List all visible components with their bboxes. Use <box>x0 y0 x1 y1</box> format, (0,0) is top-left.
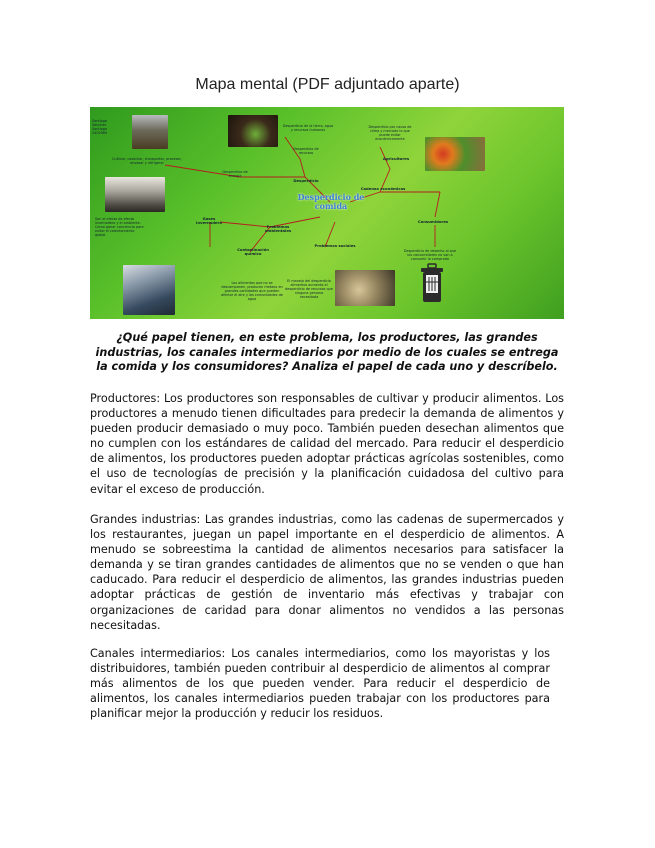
seedling-photo <box>228 115 278 147</box>
node-contaminacion: Contaminación química <box>237 247 269 256</box>
trash-can-icon <box>420 262 444 304</box>
node-desperdicio: Desperdicio <box>293 178 319 183</box>
node-gases-desc: Son el efecto de efecto invernadero y el ambiente. Como ganar conciencia para evitar el calentamiento global <box>95 217 144 237</box>
node-recursos: Desperdicio de recursos <box>293 147 319 155</box>
node-problemas-soc: Problemas sociales <box>314 243 356 248</box>
node-gases: Gases invernadero <box>196 216 222 225</box>
smokestack-photo <box>105 177 165 212</box>
question-heading: ¿Qué papel tienen, en este problema, los productores, las grandes industrias, los canales intermediarios por medio de los cuales se entrega la comida y los consumidores? Analiza el papel de cada uno y descríbelo. <box>95 331 559 373</box>
node-energia: Desperdicio de energía <box>222 170 248 178</box>
food-waste-photo <box>335 270 395 306</box>
node-consumidores: Consumidores <box>417 219 449 224</box>
mind-map-author: Santiago Sánchez Santiago 2402989 <box>92 119 108 135</box>
mind-map-image <box>90 107 564 319</box>
vegetables-photo <box>425 137 485 171</box>
node-cultivar: Cultivar, cosechar, transportar, procesar, envasar y refrigerar <box>112 157 182 165</box>
node-cadenas: Cadenas económicas <box>360 186 406 191</box>
node-agric-desc: Desperdicio por causa de clima y mercado lo que puede evitar económicamente <box>368 125 412 141</box>
page-title: Mapa mental (PDF adjuntado aparte) <box>195 76 460 93</box>
paragraph-productores: Productores: Los productores son responsables de cultivar y producir alimentos. Los productores a menudo tienen dificultades para predecir la demanda de alimentos y pueden producir demasiado o muy poco. También pueden desechan alimentos que no cumplen con los estándares de calidad del mercado. Para reducir el desperdicio de alimentos, los productores pueden adoptar prácticas agrícolas sostenibles, como el uso de tecnologías de precisión y la planificación cuidadosa del cultivo para evitar el exceso de producción. <box>90 392 564 496</box>
node-cons-desc: Desperdicio de desecho al que los consumidores no van a consumir lo comprado <box>403 249 457 261</box>
node-problemas-amb: Problemas ambientales <box>264 224 292 233</box>
node-cont-desc: Los alimentos que no se descomponen, producen metano en grandes cantidades que pueden afectar el aire y las comunidades de agua <box>221 281 283 301</box>
node-social-desc: El manejo del desperdicio alimentos aumenta el desperdicio de recursos que ninguna persona necesitada <box>285 279 333 299</box>
node-agricultores: Agricultores <box>382 156 410 161</box>
farm-machinery-photo <box>132 115 168 149</box>
paragraph-grandes-industrias: Grandes industrias: Las grandes industrias, como las cadenas de supermercados y los restaurantes, juegan un papel importante en el desperdicio de alimentos. A menudo se sobreestima la cantidad de alimentos necesarios para satisfacer la demanda y se tiran grandes cantidades de alimentos que no se venden o que han caducado. Para reducir el desperdicio de alimentos, las grandes industrias pueden adoptar prácticas de gestión de inventario más efectivas y trabajar con organizaciones de caridad para donar alimentos no vendidos a las personas necesitadas. <box>90 513 564 632</box>
chemical-worker-photo <box>123 265 175 315</box>
node-agua: Desperdicio de la tierra, agua y recursos humanos <box>282 124 334 132</box>
paragraph-canales-intermediarios: Canales intermediarios: Los canales intermediarios, como los mayoristas y los distribuidores, también pueden contribuir al desperdicio de alimentos al comprar más alimentos de los que pueden vender. Para reducir el desperdicio de alimentos, los canales intermediarios pueden trabajar con los productores para planificar mejor la producción y reducir los residuos. <box>90 647 550 721</box>
mind-map-center-node: Desperdicio de comida <box>297 192 365 211</box>
